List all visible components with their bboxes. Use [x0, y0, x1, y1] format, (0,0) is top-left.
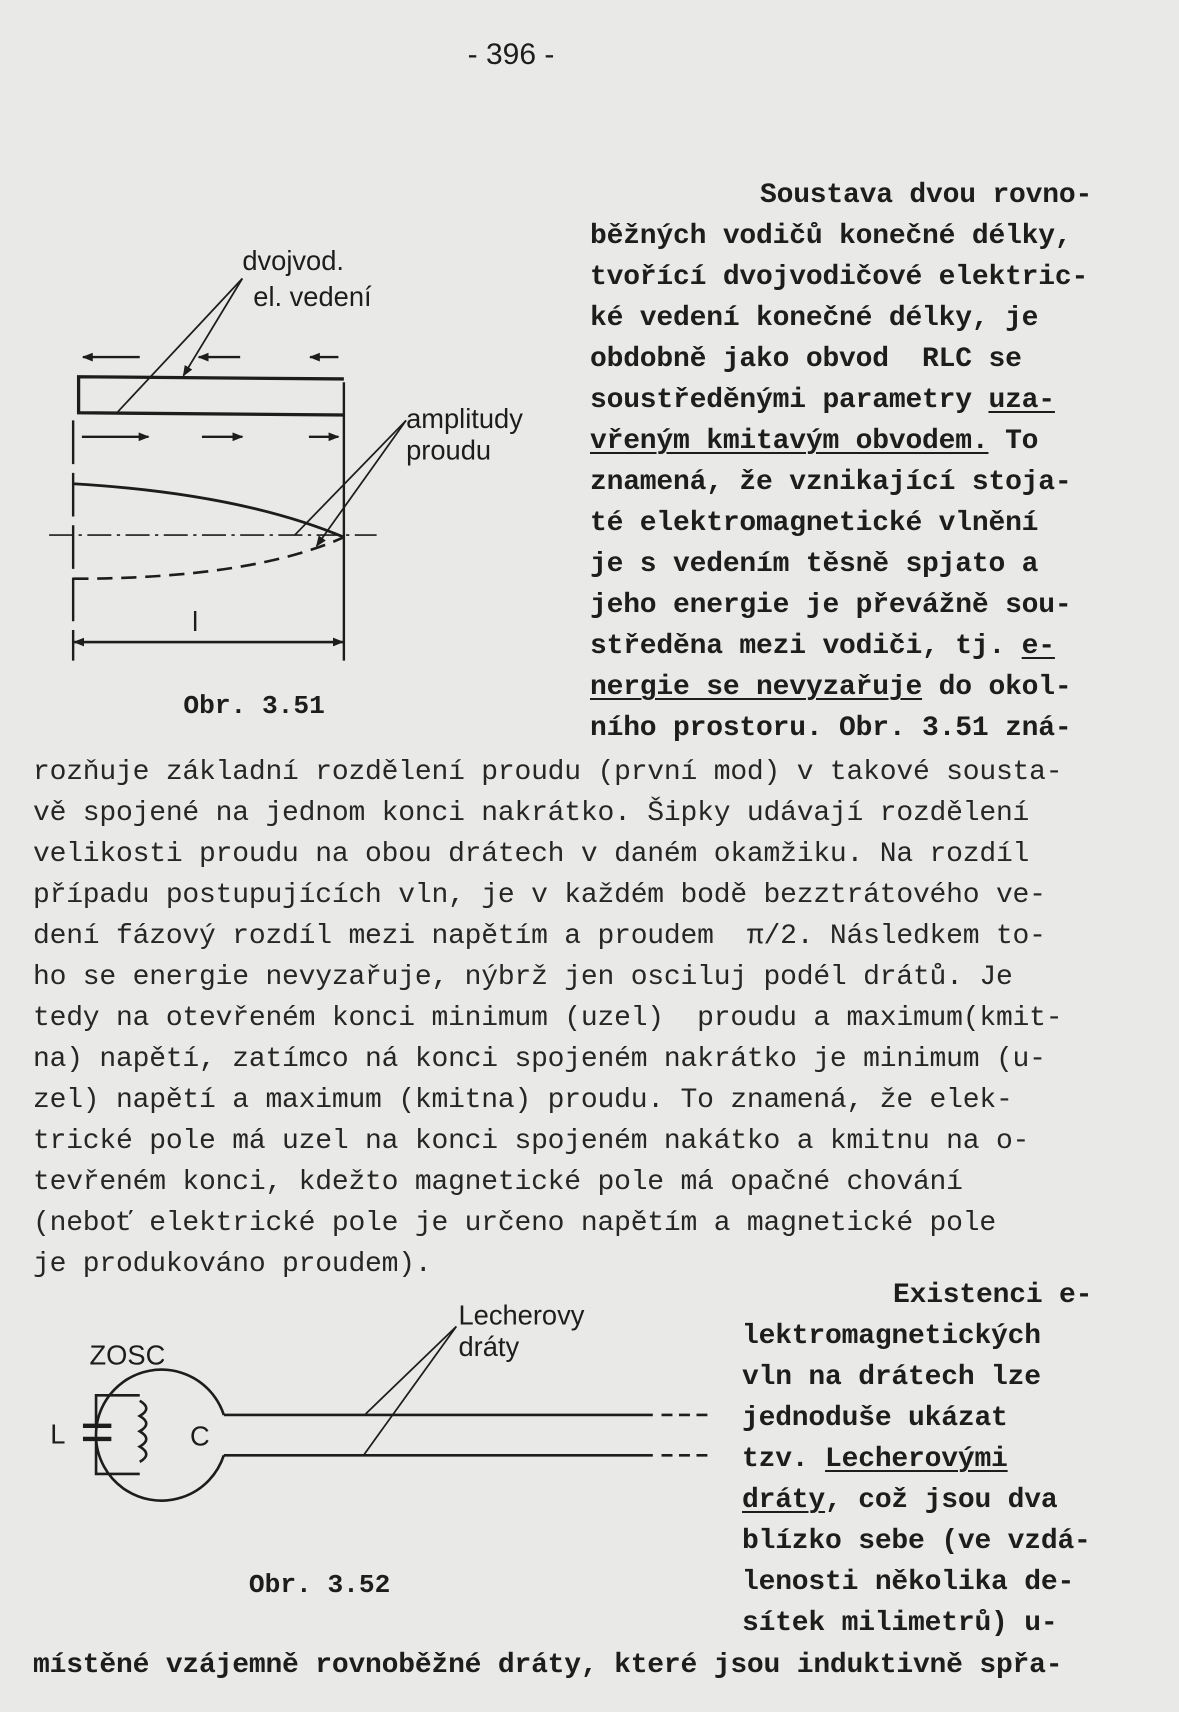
c-label: C [189, 1420, 210, 1452]
underlined-text: dráty [742, 1485, 826, 1516]
text-segment: To [988, 426, 1039, 457]
text-line [590, 626, 1055, 667]
text-segment: tvořící dvojvodičové elektric- [590, 262, 1089, 293]
underlined-text: nergie se nevyzařuje [590, 672, 923, 703]
text-line [590, 380, 1055, 421]
text-line [590, 585, 1071, 626]
zosc-label: ZOSC [89, 1339, 166, 1371]
text-segment: lektromagnetických [742, 1321, 1041, 1352]
text-line [590, 421, 1038, 462]
text-segment: , což jsou dva [825, 1485, 1058, 1516]
fig351-amp-line2: proudu [406, 434, 492, 466]
text-segment: rozňuje základní rozdělení proudu (první mod) v takové sousta- [33, 757, 1063, 788]
text-segment: soustředěnými parametry [590, 385, 989, 416]
text-segment: jeho energie je převážně sou- [590, 590, 1072, 621]
current-amplitude-curve-dashed [73, 537, 344, 578]
leader-line [183, 279, 242, 376]
text-segment: (neboť elektrické pole je určeno napětím a magnetické pole [33, 1208, 996, 1239]
leader-line [366, 1327, 457, 1414]
underlined-text: Lecherovými [825, 1444, 1008, 1475]
text-line [590, 667, 1072, 708]
l-label: L [50, 1418, 66, 1450]
text-segment: tzv. [742, 1444, 826, 1475]
text-segment: trické pole má uzel na konci spojeném nakátko a kmitnu na o- [33, 1126, 1030, 1157]
text-line [33, 1244, 431, 1285]
figure-3-51 [49, 279, 406, 661]
text-segment: je produkováno proudem). [33, 1249, 432, 1280]
length-symbol: l [192, 606, 199, 638]
text-line [33, 1121, 1029, 1162]
text-line [590, 544, 1038, 585]
lecher-label-line1: Lecherovy [458, 1299, 585, 1331]
text-segment: vě spojené na jednom konci nakrátko. Šipky udávají rozdělení [33, 798, 1030, 829]
fig352-caption: Obr. 3.52 [248, 1569, 391, 1600]
text-segment: do okol- [922, 672, 1072, 703]
text-segment: jednoduše ukázat [742, 1403, 1008, 1434]
text-segment: vln na drátech lze [742, 1362, 1041, 1393]
fig351-amp-line1: amplitudy [406, 403, 523, 435]
text-line [590, 216, 1071, 257]
leader-line [364, 1327, 457, 1456]
text-line [590, 462, 1071, 503]
text-segment: tevřeném konci, kdežto magnetické pole má opačné chování [33, 1167, 963, 1198]
text-line [33, 957, 1013, 998]
fig351-caption: Obr. 3.51 [183, 690, 325, 721]
text-line [33, 1645, 1062, 1686]
text-segment: zel) napětí a maximum (kmitna) proudu. To znamená, že elek- [33, 1085, 1013, 1116]
text-line [590, 708, 1071, 749]
text-segment: běžných vodičů konečné délky, [590, 221, 1072, 252]
text-segment: tedy na otevřeném konci minimum (uzel) proudu a maximum(kmit- [33, 1003, 1063, 1034]
text-line [590, 298, 1038, 339]
text-line [33, 1080, 1013, 1121]
text-segment: místěné vzájemně rovnoběžné dráty, které jsou induktivně spřa- [33, 1650, 1063, 1681]
text-segment: lenosti několika de- [742, 1567, 1075, 1598]
text-line [742, 1316, 1041, 1357]
text-segment: středěna mezi vodiči, tj. [590, 631, 1022, 662]
text-segment: blízko sebe (ve vzdá- [742, 1526, 1091, 1557]
text-segment: na) napětí, zatímco ná konci spojeném nakrátko je minimum (u- [33, 1044, 1046, 1075]
text-segment: Existenci e- [893, 1280, 1093, 1311]
underlined-text: uza- [988, 385, 1055, 416]
text-line [33, 875, 1046, 916]
text-segment: ké vedení konečné délky, je [590, 303, 1039, 334]
text-line [33, 1203, 996, 1244]
text-line [33, 793, 1029, 834]
underlined-text: vřeným kmitavým obvodem. [590, 426, 989, 457]
text-segment: znamená, že vznikající stoja- [590, 467, 1072, 498]
page-number: - 396 - [467, 38, 555, 71]
current-amplitude-curve [73, 484, 344, 537]
text-segment: ho se energie nevyzařuje, nýbrž jen osciluj podél drátů. Je [33, 962, 1013, 993]
text-line [33, 916, 1046, 957]
text-line [33, 1162, 963, 1203]
coil-icon [140, 1401, 147, 1462]
text-line [742, 1562, 1074, 1603]
underlined-text: e- [1021, 631, 1055, 662]
text-line [742, 1521, 1091, 1562]
text-segment: té elektromagnetické vlnění [590, 508, 1039, 539]
text-segment: obdobně jako obvod RLC se [590, 344, 1022, 375]
text-line [742, 1357, 1041, 1398]
text-segment: Soustava dvou rovno- [760, 180, 1093, 211]
text-segment: je s vedením těsně spjato a [590, 549, 1039, 580]
figure-3-52 [83, 1327, 712, 1501]
text-segment: velikosti proudu na obou drátech v daném okamžiku. Na rozdíl [33, 839, 1030, 870]
text-line [760, 175, 1092, 216]
text-line [742, 1439, 1008, 1480]
text-line [893, 1275, 1092, 1316]
text-segment: ního prostoru. Obr. 3.51 zná- [590, 713, 1072, 744]
text-segment: sítek milimetrů) u- [742, 1608, 1058, 1639]
text-line [33, 1039, 1046, 1080]
text-line [590, 339, 1022, 380]
text-line [33, 752, 1062, 793]
text-line [33, 998, 1062, 1039]
lecher-label-line2: dráty [458, 1330, 520, 1362]
leader-line [118, 279, 242, 412]
text-segment: dení fázový rozdíl mezi napětím a proudem π/2. Následkem to- [33, 921, 1046, 952]
text-line [742, 1480, 1057, 1521]
fig351-label-line1: dvojvod. [242, 244, 344, 276]
two-wire-line [79, 377, 344, 415]
text-line [590, 503, 1038, 544]
text-line [742, 1398, 1008, 1439]
leader-line [317, 420, 407, 546]
text-segment: případu postupujících vln, je v každém bodě bezztrátového ve- [33, 880, 1046, 911]
fig351-label-line2: el. vedení [253, 280, 372, 312]
text-line [742, 1603, 1057, 1644]
text-line [33, 834, 1029, 875]
text-line [590, 257, 1088, 298]
